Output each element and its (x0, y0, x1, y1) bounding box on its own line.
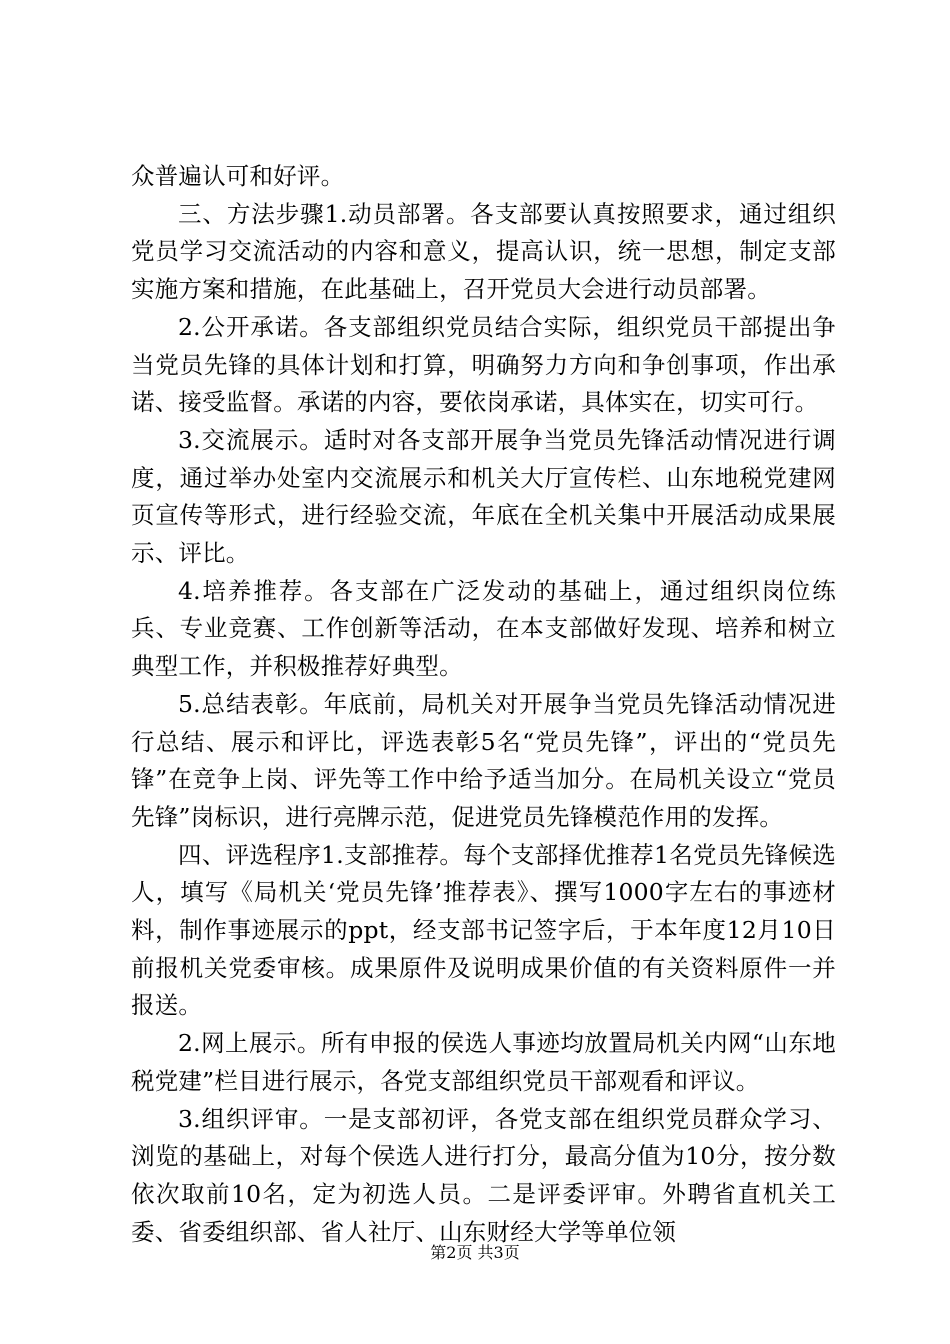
paragraph-section-4-step-1: 四、评选程序1.支部推荐。每个支部择优推荐1名党员先锋候选人，填写《局机关‘党员先锋’推荐表》、撰写1000字左右的事迹材料，制作事迹展示的ppt，经支部书记签字后，于本年度12月10日前报机关党委审核。成果原件及说明成果价值的有关资料原件一并报送。 (131, 840, 836, 1020)
paragraph-step-3: 3.交流展示。适时对各支部开展争当党员先锋活动情况进行调度，通过举办处室内交流展示和机关大厅宣传栏、山东地税党建网页宣传等形式，进行经验交流，年底在全机关集中开展活动成果展示、评比。 (131, 425, 836, 568)
paragraph-continuation: 众普遍认可和好评。 (131, 162, 345, 190)
paragraph-step-2: 2.公开承诺。各支部组织党员结合实际，组织党员干部提出争当党员先锋的具体计划和打算，明确努力方向和争创事项，作出承诺、接受监督。承诺的内容，要依岗承诺，具体实在，切实可行。 (131, 312, 836, 417)
paragraph-step-5: 5.总结表彰。年底前，局机关对开展争当党员先锋活动情况进行总结、展示和评比，评选表彰5名“党员先锋”，评出的“党员先锋”在竞争上岗、评先等工作中给予适当加分。在局机关设立“党员先锋”岗标识，进行亮牌示范，促进党员先锋模范作用的发挥。 (131, 689, 836, 831)
page-footer: 第2页 共3页 (430, 1243, 520, 1262)
paragraph-online-display: 2.网上展示。所有申报的侯选人事迹均放置局机关内网“山东地税党建”栏目进行展示，各党支部组织党员干部观看和评议。 (131, 1029, 836, 1095)
document-body (131, 158, 836, 1251)
paragraph-organize-review: 3.组织评审。一是支部初评，各党支部在组织党员群众学习、浏览的基础上，对每个侯选人进行打分，最高分值为10分，按分数依次取前10名，定为初选人员。二是评委评审。外聘省直机关工委、省委组织部、省人社厅、山东财经大学等单位领 (131, 1104, 836, 1246)
paragraph-step-4: 4.培养推荐。各支部在广泛发动的基础上，通过组织岗位练兵、专业竞赛、工作创新等活动，在本支部做好发现、培养和树立典型工作，并积极推荐好典型。 (131, 576, 836, 681)
paragraph-section-3-step-1: 三、方法步骤1.动员部署。各支部要认真按照要求，通过组织党员学习交流活动的内容和意义，提高认识，统一思想，制定支部实施方案和措施，在此基础上，召开党员大会进行动员部署。 (131, 199, 836, 304)
